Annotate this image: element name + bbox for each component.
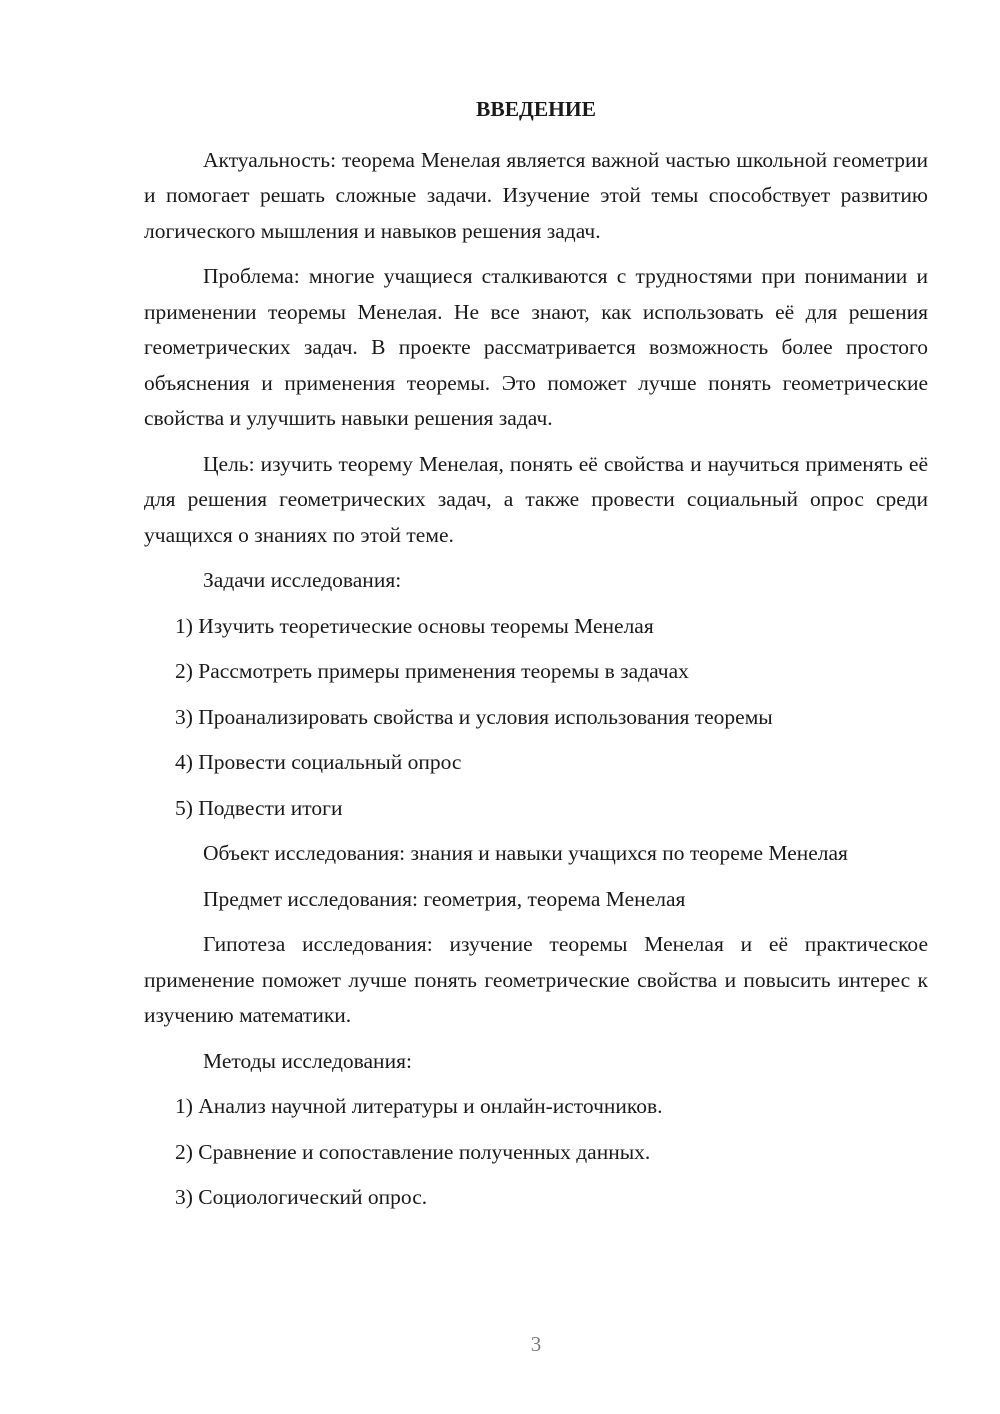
tasks-label: Задачи исследования: xyxy=(203,568,402,592)
relevance-paragraph: Актуальность: теорема Менелая является важной частью школьной геометрии и помогает решать сложные задачи. Изучение этой темы способствует развитию логического мышления и навыков решения задач. xyxy=(144,147,928,243)
list-item: 4) Провести социальный опрос xyxy=(175,750,462,774)
tasks-list xyxy=(144,609,928,827)
section-heading: ВВЕДЕНИЕ xyxy=(476,97,596,121)
list-item: 1) Изучить теоретические основы теоремы Менелая xyxy=(175,613,654,638)
list-item: 3) Социологический опрос. xyxy=(175,1185,428,1209)
hypothesis-paragraph: Гипотеза исследования: изучение теоремы Менелая и её практическое применение поможет лучше понять геометрические свойства и повысить интерес к изучению математики. xyxy=(144,932,928,1027)
document-page xyxy=(144,92,928,1226)
list-item: 5) Подвести итоги xyxy=(175,795,343,820)
list-item: 2) Рассмотреть примеры применения теоремы в задачах xyxy=(175,659,689,683)
subject-paragraph: Предмет исследования: геометрия, теорема Менелая xyxy=(203,886,686,911)
methods-label: Методы исследования: xyxy=(203,1048,412,1073)
problem-paragraph: Проблема: многие учащиеся сталкиваются с трудностями при понимании и применении теоремы Менелая. Не все знают, как использовать её для решения геометрических задач. В проекте рассматривается возможность более простого объяснения и применения теоремы. Это поможет лучше понять геометрические свойства и улучшить навыки решения задач. xyxy=(144,264,928,430)
object-paragraph: Объект исследования: знания и навыки учащихся по теореме Менелая xyxy=(203,841,848,865)
list-item: 1) Анализ научной литературы и онлайн-источников. xyxy=(175,1094,663,1118)
methods-list xyxy=(144,1089,928,1216)
goal-paragraph: Цель: изучить теорему Менелая, понять её свойства и научиться применять её для решения геометрических задач, а также провести социальный опрос среди учащихся о знаниях по этой теме. xyxy=(144,451,928,547)
list-item: 3) Проанализировать свойства и условия использования теоремы xyxy=(175,704,773,729)
list-item: 2) Сравнение и сопоставление полученных данных. xyxy=(175,1139,651,1164)
page-number: 3 xyxy=(530,1332,542,1356)
